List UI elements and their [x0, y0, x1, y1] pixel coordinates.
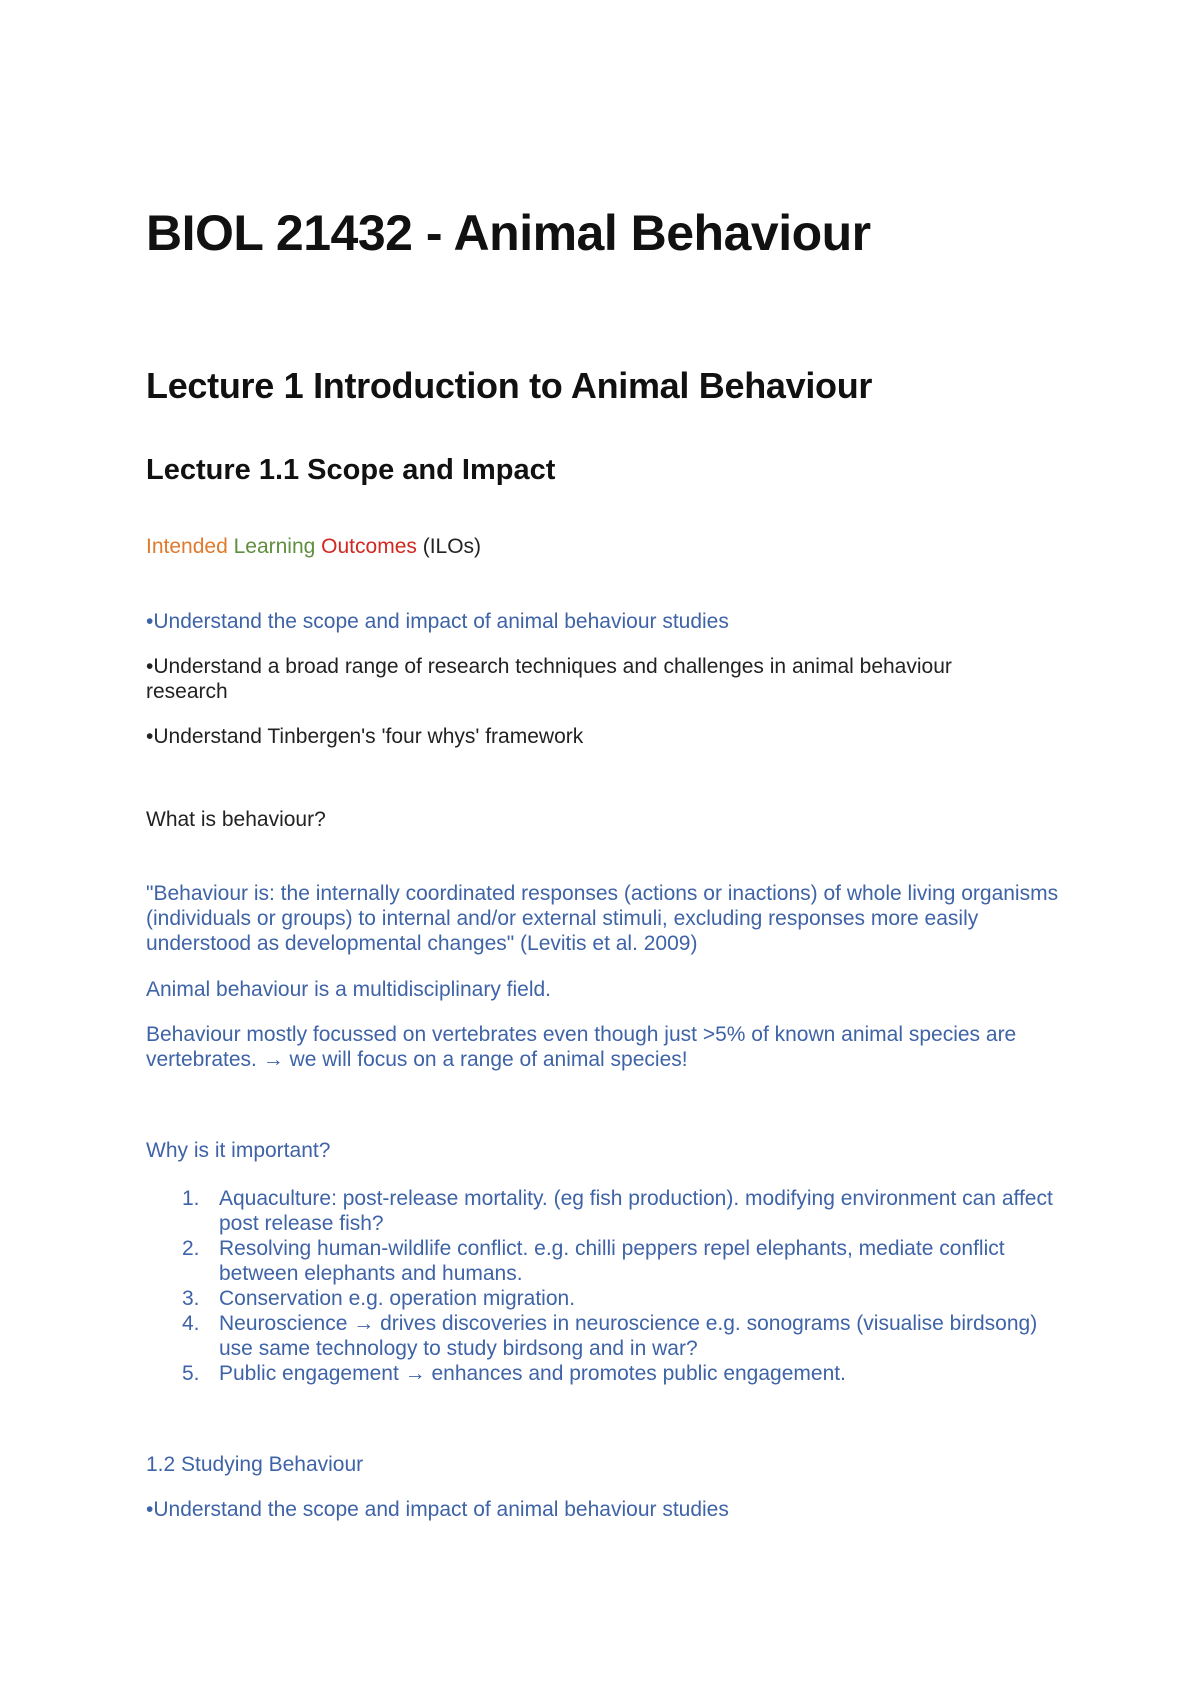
list-item: [146, 1361, 1076, 1386]
ilo-heading-suffix: (ILOs): [422, 535, 482, 558]
ilo-heading-intended: Intended: [146, 535, 228, 558]
list-item-number: 1.: [182, 1187, 200, 1210]
list-item: [146, 1286, 1076, 1311]
studying-behaviour-heading: 1.2 Studying Behaviour: [146, 1453, 364, 1476]
list-item-number: 5.: [182, 1362, 200, 1385]
document-title: BIOL 21432 - Animal Behaviour: [146, 205, 871, 261]
list-item-text: Neuroscience → drives discoveries in neuroscience e.g. sonograms (visualise birdsong) use same technology to study birdsong and in war?: [219, 1312, 1038, 1360]
list-item-text: Public engagement → enhances and promotes public engagement.: [219, 1362, 846, 1385]
list-item-number: 2.: [182, 1237, 200, 1260]
ilo-item-2: •Understand a broad range of research techniques and challenges in animal behaviour research: [146, 655, 952, 703]
ilo-item-1: •Understand the scope and impact of animal behaviour studies: [146, 610, 729, 633]
list-item-text: Aquaculture: post-release mortality. (eg fish production). modifying environment can affect post release fish?: [219, 1187, 1053, 1235]
list-item-number: 4.: [182, 1312, 200, 1335]
ilo-heading-learning: Learning: [233, 535, 316, 558]
multidisciplinary-statement: Animal behaviour is a multidisciplinary field.: [146, 978, 552, 1001]
list-item-text: Resolving human-wildlife conflict. e.g. chilli peppers repel elephants, mediate conflict between elephants and humans.: [219, 1237, 1005, 1285]
list-item-number: 3.: [182, 1287, 200, 1310]
ilo-heading-outcomes: Outcomes: [321, 535, 417, 558]
list-item: [146, 1236, 1076, 1286]
ilo-heading: [146, 534, 1076, 559]
ilo-item-3: •Understand Tinbergen's 'four whys' framework: [146, 725, 584, 748]
why-important-question: Why is it important?: [146, 1139, 331, 1162]
what-is-behaviour-question: What is behaviour?: [146, 808, 326, 831]
list-item-text: Conservation e.g. operation migration.: [219, 1287, 576, 1310]
section-heading: Lecture 1.1 Scope and Impact: [146, 454, 556, 486]
list-item: [146, 1311, 1076, 1361]
behaviour-definition: "Behaviour is: the internally coordinated responses (actions or inactions) of whole living organisms (individuals or groups) to internal and/or external stimuli, excluding responses more easily understood as developmental changes" (Levitis et al. 2009): [146, 882, 1059, 955]
vertebrates-note: Behaviour mostly focussed on vertebrates even though just >5% of known animal species are vertebrates. → we will focus on a range of animal species!: [146, 1023, 1017, 1071]
importance-list: [146, 1186, 1076, 1386]
lecture-heading: Lecture 1 Introduction to Animal Behaviour: [146, 365, 873, 406]
list-item: [146, 1186, 1076, 1236]
studying-ilo-item-1: •Understand the scope and impact of animal behaviour studies: [146, 1498, 729, 1521]
